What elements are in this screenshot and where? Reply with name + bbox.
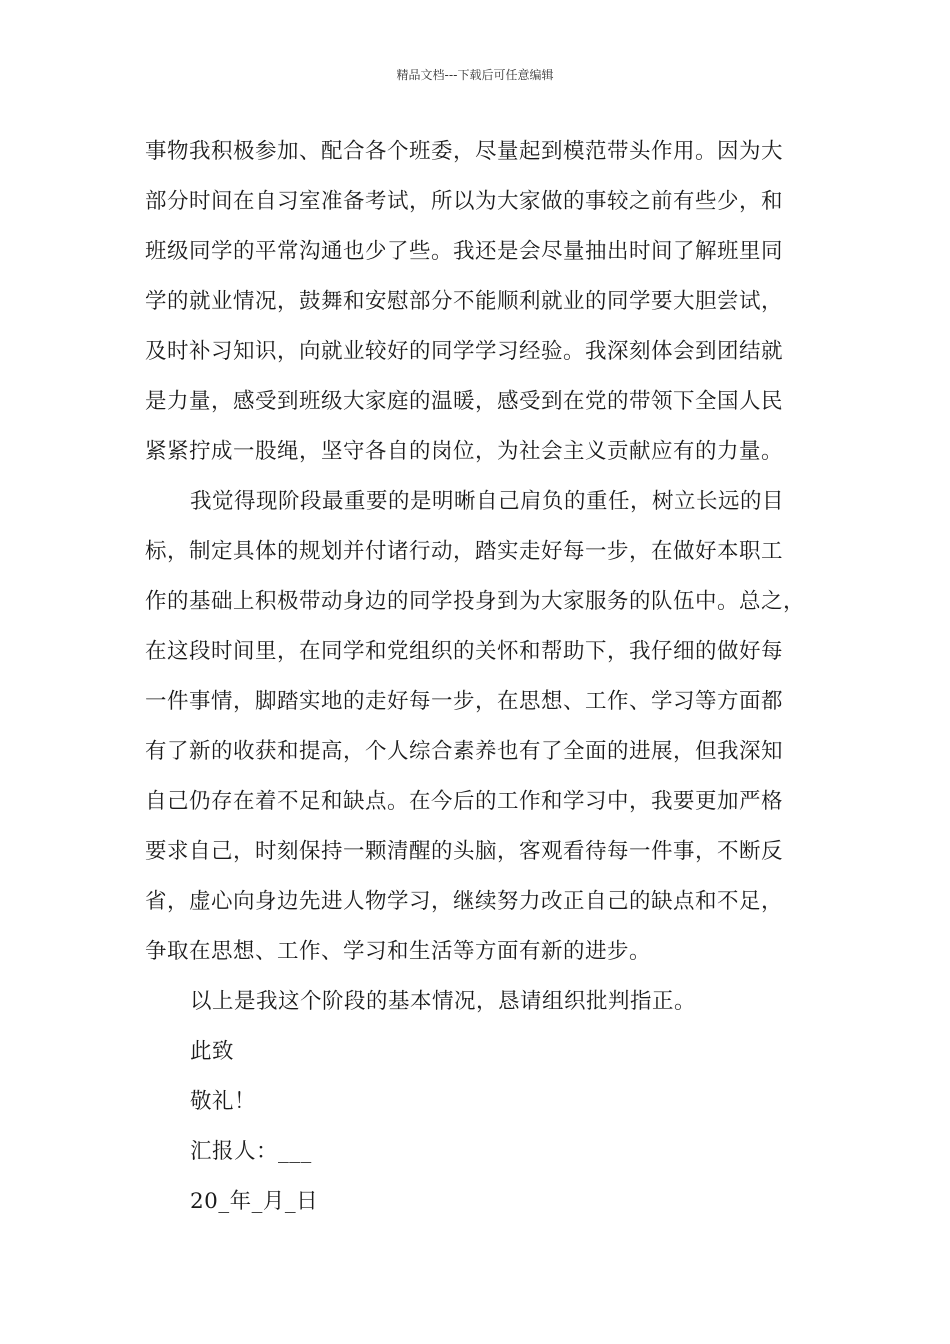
salutation-jingli: 敬礼！ [190, 1089, 257, 1114]
text-line: 标，制定具体的规划并付诸行动，踏实走好每一步，在做好本职工 [145, 539, 784, 564]
text-line: 部分时间在自习室准备考试，所以为大家做的事较之前有些少，和 [145, 189, 784, 214]
text-line: 事物我积极参加、配合各个班委，尽量起到模范带头作用。因为大 [145, 139, 784, 164]
text-line: 是力量，感受到班级大家庭的温暖，感受到在党的带领下全国人民 [145, 389, 784, 414]
text-line: 学的就业情况，鼓舞和安慰部分不能顺利就业的同学要大胆尝试， [145, 289, 784, 314]
paragraph-start-line: 我觉得现阶段最重要的是明晰自己肩负的重任，树立长远的目 [190, 489, 785, 514]
report-date: 20_年_月_日 [190, 1189, 319, 1214]
text-line: 一件事情，脚踏实地的走好每一步，在思想、工作、学习等方面都 [145, 689, 784, 714]
reporter-signature: 汇报人：___ [190, 1139, 312, 1164]
text-line: 要求自己，时刻保持一颗清醒的头脑，客观看待每一件事，不断反 [145, 839, 784, 864]
text-line: 紧紧拧成一股绳，坚守各自的岗位，为社会主义贡献应有的力量。 [145, 439, 784, 464]
text-line: 争取在思想、工作、学习和生活等方面有新的进步。 [145, 939, 652, 964]
text-line: 班级同学的平常沟通也少了些。我还是会尽量抽出时间了解班里同 [145, 239, 784, 264]
text-line: 省，虚心向身边先进人物学习，继续努力改正自己的缺点和不足， [145, 889, 784, 914]
text-line: 自己仍存在着不足和缺点。在今后的工作和学习中，我要更加严格 [145, 789, 784, 814]
text-line: 有了新的收获和提高，个人综合素养也有了全面的进展，但我深知 [145, 739, 784, 764]
text-line: 及时补习知识，向就业较好的同学学习经验。我深刻体会到团结就 [145, 339, 784, 364]
document-body [145, 127, 835, 1227]
closing-statement: 以上是我这个阶段的基本情况，恳请组织批判指正。 [190, 989, 697, 1014]
text-line: 在这段时间里，在同学和党组织的关怀和帮助下，我仔细的做好每 [145, 639, 784, 664]
text-line: 作的基础上积极带动身边的同学投身到为大家服务的队伍中。总之， [145, 589, 806, 614]
page-header: 精品文档---下载后可任意编辑 [396, 68, 554, 82]
salutation-cizhi: 此致 [190, 1039, 235, 1064]
